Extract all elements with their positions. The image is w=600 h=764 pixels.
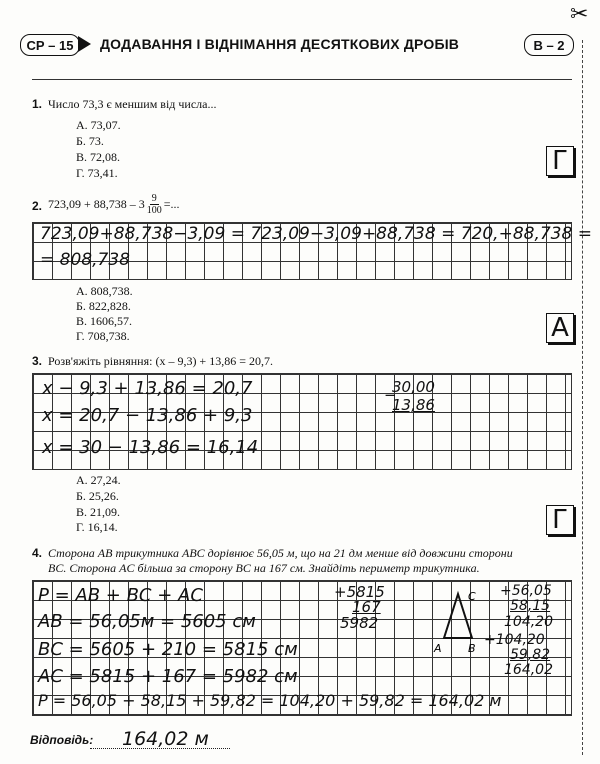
q2-work-line1: 723,09+88,738−3,09 = 723,09−3,09+88,738 = 720,+88,738 = xyxy=(40,224,592,244)
q3-work-line1: x − 9,3 + 13,86 = 20,7 xyxy=(42,378,253,399)
q4-calc3-line1: +104,20 xyxy=(484,632,545,648)
variant-badge: В – 2 xyxy=(524,34,574,56)
q1-text: Число 73,3 є меншим від числа... xyxy=(48,97,217,111)
q2-expr-end: =... xyxy=(163,197,180,211)
q1-number: 1. xyxy=(32,97,43,111)
q4-calc1-line3: 5982 xyxy=(340,614,379,632)
q2-answer-box: А xyxy=(546,313,574,343)
answer-value: 164,02 м xyxy=(122,728,209,750)
q3-minus-sign: − xyxy=(384,386,397,404)
q4-calc2-line2: 58,15 xyxy=(510,598,551,614)
q4-work-line5: P = 56,05 + 58,15 + 59,82 = 104,20 + 59,82 = 164,02 м xyxy=(38,691,502,710)
triangle-diagram xyxy=(432,588,484,656)
triangle-label-b: B xyxy=(468,642,476,655)
q2-frac-num: 9 xyxy=(151,193,157,204)
q4-calc2-line3: 104,20 xyxy=(504,614,553,630)
q1-option-c: В. 72,08. xyxy=(76,150,121,164)
triangle-label-a: A xyxy=(434,642,442,655)
q4-calc1-line2: 167 xyxy=(352,598,381,616)
q3-work-line3: x = 30 − 13,86 = 16,14 xyxy=(42,437,259,458)
work-code-badge: СР – 15 xyxy=(20,34,80,56)
q4-calc2-line1: +56,05 xyxy=(500,583,552,599)
q3-number: 3. xyxy=(32,354,43,368)
q2-work-line2: = 808,738 xyxy=(40,250,130,270)
q1-option-d: Г. 73,41. xyxy=(76,166,118,180)
q4-text-line1: Сторона AB трикутника ABC дорівнює 56,05 м, що на 21 дм менше від довжини сторони xyxy=(48,546,513,560)
q3-answer-box: Г xyxy=(546,505,574,535)
q3-option-b: Б. 25,26. xyxy=(76,489,119,503)
q2-expr-start: 723,09 + 88,738 – 3 xyxy=(48,197,145,211)
q3-option-d: Г. 16,14. xyxy=(76,520,118,534)
q4-work-line2: AB = 56,05м = 5605 см xyxy=(38,611,256,632)
q1-option-b: Б. 73. xyxy=(76,134,104,148)
header-rule xyxy=(32,79,572,80)
q2-option-b: Б. 822,828. xyxy=(76,299,131,313)
q3-text: Розв'яжіть рівняння: (x – 9,3) + 13,86 = 20,7. xyxy=(48,354,273,368)
q4-text-line2: BC. Сторона AC більша за сторону BC на 167 см. Знайдіть периметр трикутника. xyxy=(48,561,480,575)
q2-number: 2. xyxy=(32,199,43,213)
q1-answer-box: Г xyxy=(546,146,574,176)
q2-fraction xyxy=(147,193,162,216)
q4-work-line4: AC = 5815 + 167 = 5982 см xyxy=(38,666,298,687)
q3-option-a: А. 27,24. xyxy=(76,473,121,487)
q4-calc1-line1: +5815 xyxy=(334,583,385,601)
q2-option-d: Г. 708,738. xyxy=(76,329,130,343)
q4-work-line3: BC = 5605 + 210 = 5815 см xyxy=(38,639,298,660)
arrow-icon xyxy=(78,36,91,52)
q2-option-a: А. 808,738. xyxy=(76,284,133,298)
q3-side-calc-1: 30,00 xyxy=(392,378,435,396)
scissors-icon: ✂ xyxy=(570,2,589,27)
q4-calc3-line3: 164,02 xyxy=(504,662,553,678)
q3-side-calc-2: 13,86 xyxy=(392,396,435,414)
q2-option-c: В. 1606,57. xyxy=(76,314,133,328)
q2-expression xyxy=(48,193,180,216)
q4-work-line1: P = AB + BC + AC xyxy=(38,585,203,606)
q3-work-line2: x = 20,7 − 13,86 + 9,3 xyxy=(42,405,253,426)
answer-label: Відповідь: xyxy=(30,733,94,747)
q4-calc3-line2: 59,82 xyxy=(510,647,551,663)
q3-option-c: В. 21,09. xyxy=(76,505,121,519)
cut-line xyxy=(582,40,583,755)
q2-frac-den: 100 xyxy=(146,205,162,216)
triangle-label-c: C xyxy=(468,590,476,603)
q1-option-a: А. 73,07. xyxy=(76,118,121,132)
q4-number: 4. xyxy=(32,546,43,560)
page-title: ДОДАВАННЯ І ВІДНІМАННЯ ДЕСЯТКОВИХ ДРОБІВ xyxy=(100,36,460,52)
